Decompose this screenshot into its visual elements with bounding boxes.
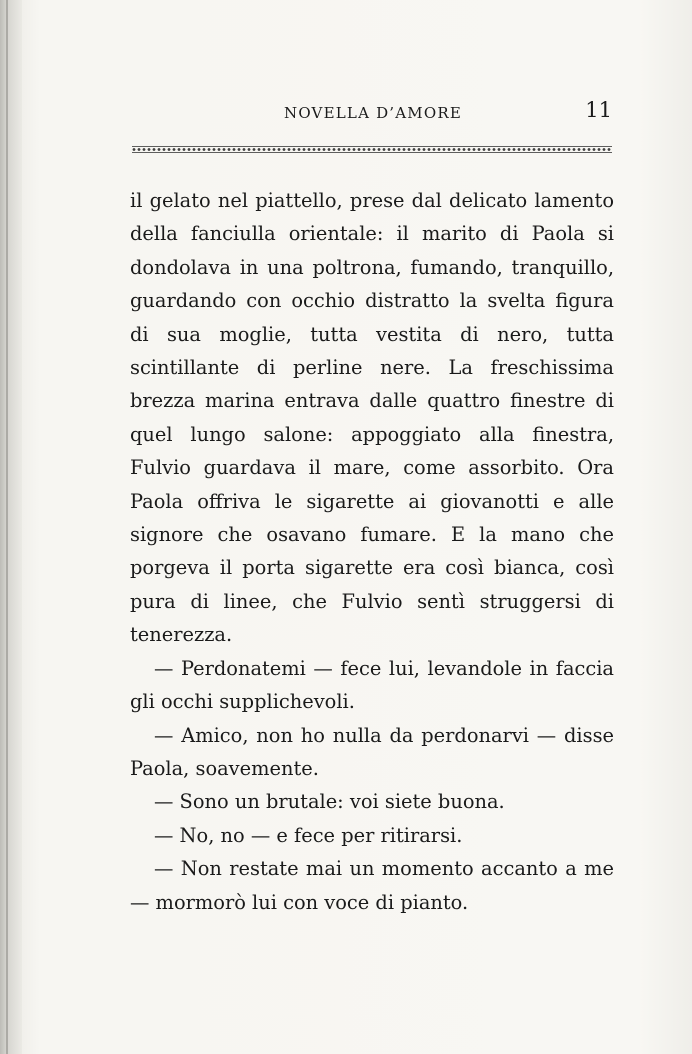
dialogue-paragraph: — Perdonatemi — fece lui, levandole in faccia gli occhi supplichevoli. bbox=[130, 656, 614, 714]
page-spine-shadow bbox=[0, 0, 22, 1054]
running-head bbox=[132, 98, 612, 132]
running-head-title: NOVELLA D’AMORE bbox=[284, 104, 462, 122]
page-number: 11 bbox=[585, 98, 612, 122]
body-text bbox=[130, 184, 614, 919]
dialogue-paragraph: — Non restate mai un momento accanto a me — mormorò lui con voce di pianto. bbox=[130, 857, 614, 914]
spine-edge-line bbox=[6, 0, 8, 1054]
paragraph: il gelato nel piattello, prese dal delicato lamento della fanciulla orientale: il marito di Paola si dondolava in una poltrona, fumando, tranquillo, guardando con occhio distratto la svelta figura di sua moglie, tutta vestita di nero, tutta scintillante di perline nere. La freschissima brezza marina entrava dalle quattro finestre di quel lungo salone: appoggiato alla finestra, Fulvio guardava il mare, come assorbito. Ora Paola offriva le sigarette ai giovanotti e alle signore che osavano fumare. E la mano che porgeva il porta sigarette era così bianca, così pura di linee, che Fulvio sentì struggersi di tenerezza. bbox=[130, 189, 614, 647]
ornamental-rule bbox=[132, 146, 612, 153]
dialogue-paragraph: — Sono un brutale: voi siete buona. bbox=[154, 790, 505, 814]
dialogue-paragraph: — Amico, non ho nulla da perdonarvi — disse Paola, soavemente. bbox=[130, 723, 614, 780]
dialogue-paragraph: — No, no — e fece per ritirarsi. bbox=[154, 823, 463, 847]
